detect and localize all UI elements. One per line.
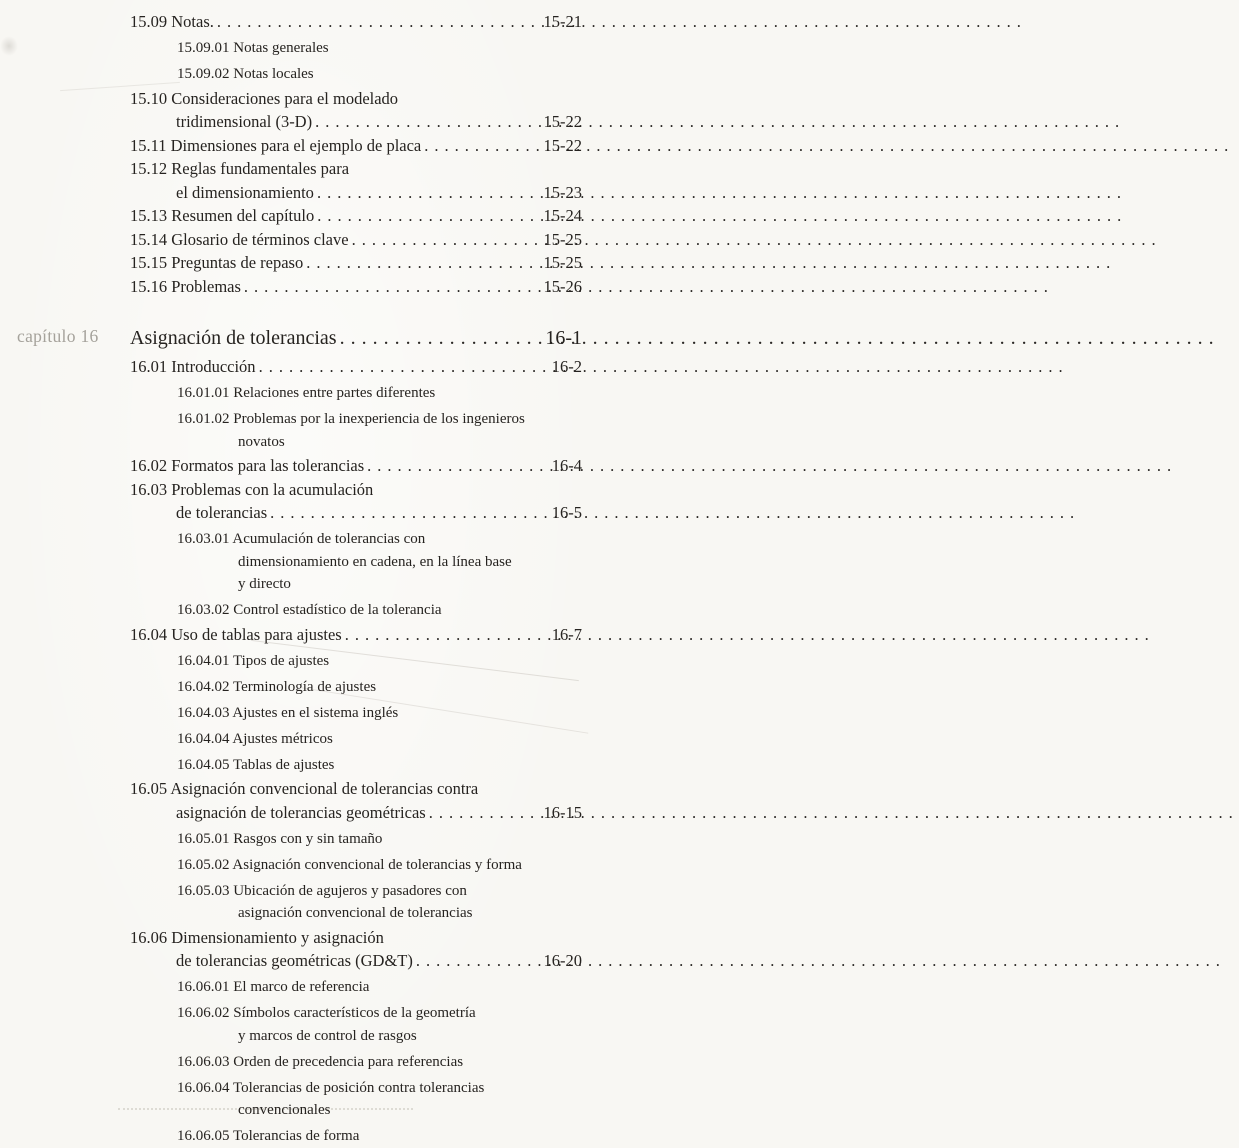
book-page bbox=[0, 0, 600, 1144]
toc-entry-subsection bbox=[130, 854, 582, 877]
toc-entry-section bbox=[130, 454, 582, 478]
toc-line bbox=[130, 157, 582, 181]
toc-line bbox=[130, 478, 582, 502]
toc-entry-section bbox=[130, 10, 582, 34]
toc-entry-section bbox=[130, 228, 582, 252]
toc-entry-text: 15.09.01 Notas generales bbox=[177, 40, 329, 56]
toc-entry-text: convencionales bbox=[238, 1102, 331, 1118]
toc-entry-text: tridimensional (3-D) bbox=[176, 112, 313, 131]
toc-entry-chapter bbox=[17, 324, 582, 352]
page-number: 15-21 bbox=[543, 12, 582, 31]
toc-line bbox=[130, 181, 582, 205]
toc-entry-section bbox=[130, 926, 582, 973]
toc-line bbox=[177, 1051, 582, 1074]
toc-entry-subsection bbox=[130, 728, 582, 751]
toc-line bbox=[177, 551, 582, 574]
toc-line bbox=[177, 382, 582, 405]
page-number: 16-15 bbox=[543, 802, 582, 822]
toc-entry-text: 16.04.05 Tablas de ajustes bbox=[177, 756, 335, 773]
dot-leader bbox=[337, 324, 545, 352]
toc-entry-subsection bbox=[130, 1077, 582, 1122]
toc-entry-text: 16.06 Dimensionamiento y asignación bbox=[130, 927, 384, 947]
toc-entry-text: 16.06.05 Tolerancias de forma bbox=[177, 1128, 360, 1144]
toc-entry-text: 16.06.02 Símbolos característicos de la geometría bbox=[177, 1005, 476, 1021]
dot-leader bbox=[342, 623, 551, 647]
toc-line bbox=[130, 355, 582, 379]
toc-entry-subsection bbox=[130, 408, 582, 453]
toc-entry-subsection bbox=[130, 702, 582, 725]
toc-entry-subsection bbox=[130, 976, 582, 999]
toc-entry-section bbox=[130, 355, 582, 379]
dot-leader bbox=[267, 501, 551, 525]
toc-entry-text: 16.04.03 Ajustes en el sistema inglés bbox=[177, 704, 399, 721]
page-number: 16-4 bbox=[551, 456, 582, 475]
dot-leader bbox=[241, 275, 543, 299]
toc-entry-text: de tolerancias geométricas (GD&T) bbox=[176, 951, 413, 970]
toc-line bbox=[130, 801, 582, 825]
toc-entry-text: 16.02 Formatos para las tolerancias bbox=[130, 456, 365, 475]
toc-line bbox=[177, 880, 582, 903]
toc-line bbox=[177, 63, 582, 86]
toc-line bbox=[177, 37, 582, 60]
toc-entry-subsection bbox=[130, 63, 582, 86]
toc-entry-text: 16.04 Uso de tablas para ajustes bbox=[130, 624, 342, 644]
toc-line bbox=[177, 754, 582, 777]
toc-entry-subsection bbox=[130, 382, 582, 405]
page-number: 16-20 bbox=[543, 951, 582, 970]
toc-entry-text: 16.04.01 Tipos de ajustes bbox=[177, 652, 330, 669]
toc-line bbox=[177, 573, 582, 596]
page-number: 16-2 bbox=[551, 357, 582, 376]
dot-leader bbox=[364, 454, 551, 478]
dot-leader bbox=[349, 228, 543, 252]
page-number: 16-7 bbox=[551, 624, 582, 644]
toc-line bbox=[177, 599, 582, 622]
dot-leader bbox=[413, 949, 543, 973]
toc-entry-text: dimensionamiento en cadena, en la línea base bbox=[238, 553, 512, 570]
toc-entry-section bbox=[130, 478, 582, 525]
toc-entry-subsection bbox=[130, 754, 582, 777]
toc-line bbox=[177, 1077, 582, 1100]
toc-entry-subsection bbox=[130, 1002, 582, 1047]
page-number: 15-22 bbox=[543, 135, 582, 155]
toc-entry-text: 15.09 Notas. bbox=[130, 12, 214, 31]
dot-leader bbox=[426, 801, 543, 825]
toc-entry-text: 15.14 Glosario de términos clave bbox=[130, 229, 349, 249]
toc-entry-subsection bbox=[130, 528, 582, 596]
page-number: 15-22 bbox=[543, 112, 582, 131]
toc-line bbox=[130, 949, 582, 973]
toc-line bbox=[130, 110, 582, 134]
toc-line bbox=[177, 976, 582, 999]
toc-entry-text: 16.06.01 El marco de referencia bbox=[177, 979, 370, 995]
page-number: 15-25 bbox=[543, 229, 582, 249]
toc-line bbox=[130, 134, 582, 158]
toc-line bbox=[177, 854, 582, 877]
toc-entry-text: 15.13 Resumen del capítulo bbox=[130, 206, 315, 225]
page-number: 15-23 bbox=[543, 182, 582, 202]
toc-entry-subsection bbox=[130, 37, 582, 60]
page-number: 16-1 bbox=[545, 327, 582, 349]
toc-entry-section bbox=[130, 275, 582, 299]
toc-entry-section bbox=[130, 134, 582, 158]
toc-line bbox=[130, 275, 582, 299]
toc-entry-text: 15.11 Dimensiones para el ejemplo de placa bbox=[130, 135, 422, 155]
toc-entry-subsection bbox=[130, 676, 582, 699]
toc-entry-text: 16.01.01 Relaciones entre partes diferentes bbox=[177, 385, 436, 401]
toc-entry-text: 16.01 Introducción bbox=[130, 357, 256, 376]
toc-line bbox=[130, 228, 582, 252]
dot-leader bbox=[421, 134, 542, 158]
toc-entry-text: y marcos de control de rasgos bbox=[238, 1027, 417, 1044]
toc-entry-text: el dimensionamiento bbox=[176, 182, 314, 202]
toc-entry-section bbox=[130, 777, 582, 824]
toc-line bbox=[177, 1002, 582, 1025]
toc-entry-text: 16.04.02 Terminología de ajustes bbox=[177, 678, 377, 695]
toc-entry-text: 16.03.02 Control estadístico de la tolerancia bbox=[177, 602, 442, 618]
toc-entry-section bbox=[130, 157, 582, 204]
toc-line bbox=[130, 204, 582, 228]
toc-line bbox=[177, 1099, 582, 1122]
toc-line bbox=[177, 728, 582, 751]
toc-entry-section bbox=[130, 204, 582, 228]
toc-entry-text: 16.01.02 Problemas por la inexperiencia de los ingenieros bbox=[177, 411, 525, 427]
toc-entry-text: 16.06.04 Tolerancias de posición contra tolerancias bbox=[177, 1079, 485, 1096]
dot-leader bbox=[314, 181, 543, 205]
toc-line bbox=[177, 828, 582, 851]
toc-line bbox=[130, 926, 582, 950]
toc-entry-text: 15.12 Reglas fundamentales para bbox=[130, 159, 350, 178]
dot-leader bbox=[214, 10, 543, 34]
toc-line bbox=[130, 623, 582, 647]
toc-entry-text: novatos bbox=[238, 433, 285, 450]
toc-entry-text: 16.03.01 Acumulación de tolerancias con bbox=[177, 531, 426, 547]
chapter-gutter-label: capítulo 16 bbox=[17, 326, 99, 346]
toc-line bbox=[177, 408, 582, 431]
toc-entry-text: 16.05.01 Rasgos con y sin tamaño bbox=[177, 830, 383, 847]
toc-entry-section bbox=[130, 251, 582, 275]
toc-line bbox=[177, 1025, 582, 1048]
toc-line bbox=[177, 702, 582, 725]
toc-entry-text: de tolerancias bbox=[176, 503, 268, 522]
toc-entry-section bbox=[130, 623, 582, 647]
toc-line bbox=[130, 87, 582, 111]
toc-line bbox=[177, 431, 582, 454]
toc-entry-subsection bbox=[130, 880, 582, 925]
toc-entry-subsection bbox=[130, 828, 582, 851]
page-number: 15-26 bbox=[543, 276, 582, 296]
toc-line bbox=[130, 251, 582, 275]
scan-artifact-smudge bbox=[0, 36, 18, 56]
toc-entry-text: 16.05 Asignación convencional de tolerancias contra bbox=[130, 779, 479, 798]
dot-leader bbox=[312, 110, 542, 134]
toc-entry-text: 16.03 Problemas con la acumulación bbox=[130, 479, 374, 499]
toc-line bbox=[130, 454, 582, 478]
toc-line bbox=[177, 650, 582, 673]
toc-entry-text: 16.04.04 Ajustes métricos bbox=[177, 730, 333, 747]
page-number: 15-24 bbox=[543, 206, 582, 225]
toc-entry-text: asignación convencional de tolerancias bbox=[238, 905, 473, 921]
toc-entry-text: 16.06.03 Orden de precedencia para referencias bbox=[177, 1053, 464, 1070]
toc-entry-text: y directo bbox=[238, 576, 291, 592]
dot-leader bbox=[256, 355, 551, 379]
toc-entry-text: Asignación de tolerancias bbox=[130, 327, 337, 349]
dot-leader bbox=[303, 251, 542, 275]
toc-entry-text: 15.15 Preguntas de repaso bbox=[130, 253, 304, 272]
page-number: 16-5 bbox=[551, 503, 582, 522]
toc-line bbox=[130, 324, 582, 352]
toc-entry-subsection bbox=[130, 650, 582, 673]
toc-line bbox=[130, 777, 582, 801]
toc-entry-subsection bbox=[130, 1125, 582, 1148]
toc-line bbox=[130, 10, 582, 34]
toc-line bbox=[130, 501, 582, 525]
toc-entry-text: 16.05.03 Ubicación de agujeros y pasadores con bbox=[177, 882, 467, 899]
toc-entry-subsection bbox=[130, 1051, 582, 1074]
toc-entry-text: 16.05.02 Asignación convencional de tolerancias y forma bbox=[177, 856, 522, 873]
toc-entry-subsection bbox=[130, 599, 582, 622]
toc-line bbox=[177, 528, 582, 551]
toc-entry-text: asignación de tolerancias geométricas bbox=[176, 802, 426, 822]
page-number: 15-25 bbox=[543, 253, 582, 272]
toc-entry-text: 15.16 Problemas bbox=[130, 276, 241, 296]
dot-leader bbox=[314, 204, 542, 228]
toc-entry-text: 15.09.02 Notas locales bbox=[177, 66, 314, 82]
toc-entry-section bbox=[130, 87, 582, 134]
table-of-contents bbox=[17, 0, 582, 1148]
toc-line bbox=[177, 902, 582, 925]
toc-line bbox=[177, 676, 582, 699]
toc-line bbox=[177, 1125, 582, 1148]
toc-entry-text: 15.10 Consideraciones para el modelado bbox=[130, 88, 399, 108]
